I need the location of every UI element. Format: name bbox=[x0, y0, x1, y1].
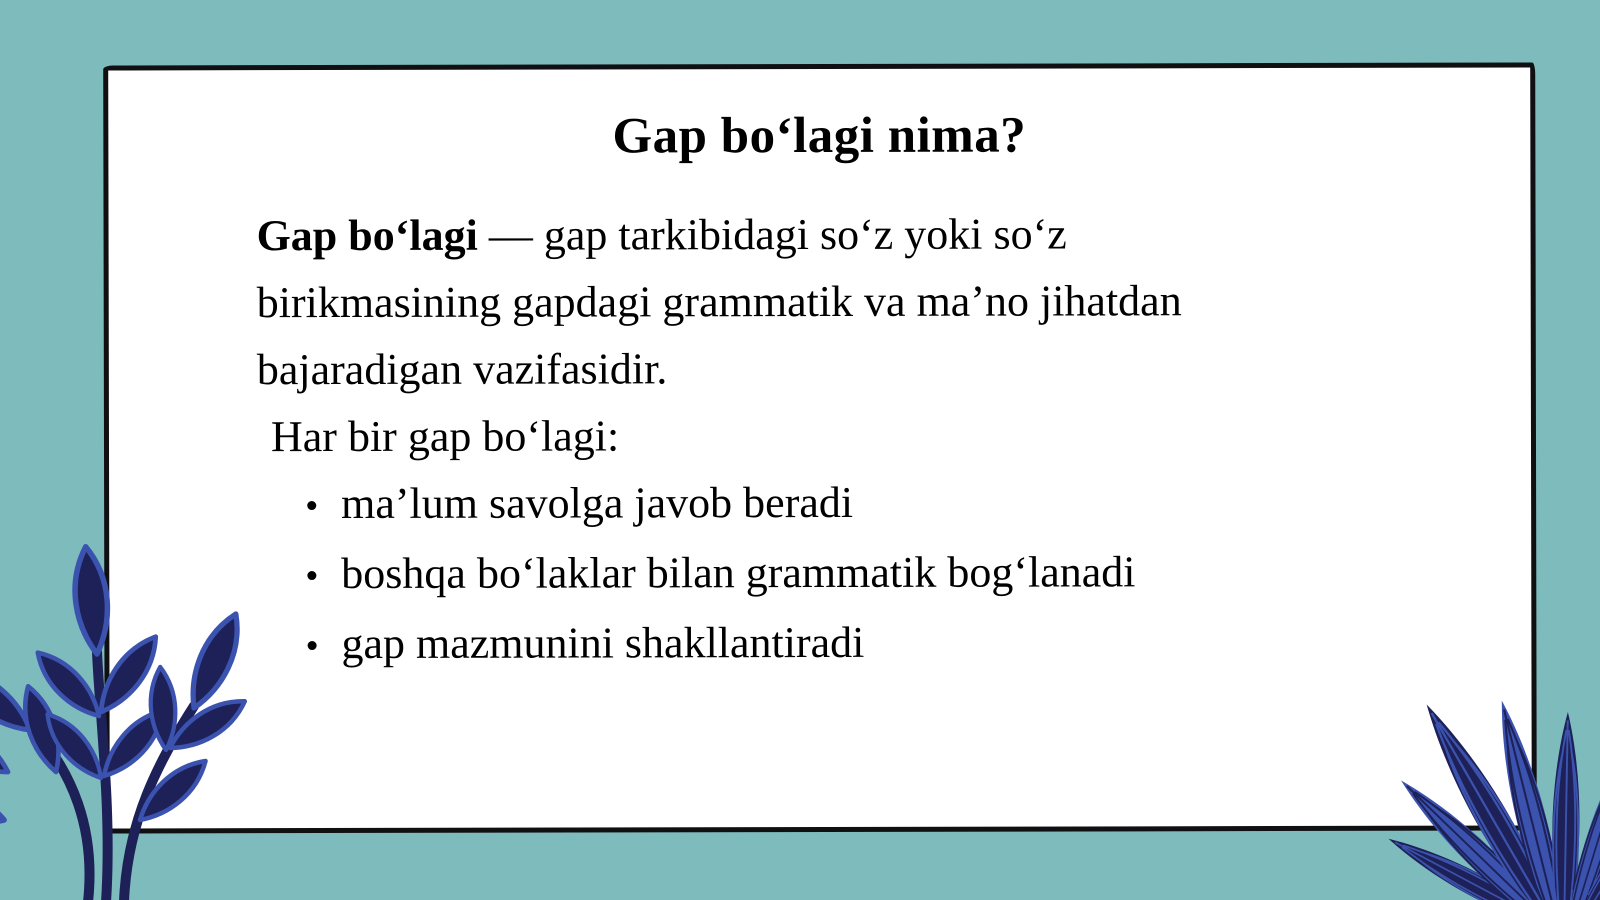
bullet-item bbox=[257, 608, 1481, 681]
right-plant-leaves-icon bbox=[1330, 640, 1600, 900]
definition-line2: birikmasining gapdagi grammatik va ma’no jihatdan bbox=[256, 276, 1182, 328]
bullet-text: gap mazmunini shakllantiradi bbox=[341, 617, 865, 669]
left-plant-leaves-icon bbox=[0, 520, 255, 900]
slide-title: Gap bo‘lagi nima? bbox=[612, 107, 1027, 165]
bullet-icon: • bbox=[305, 555, 319, 598]
bullet-icon: • bbox=[305, 485, 319, 528]
slide-body bbox=[256, 200, 1481, 681]
definition-line1: — gap tarkibidagi so‘z yoki so‘z bbox=[477, 209, 1067, 260]
content-card bbox=[103, 63, 1537, 834]
bullet-item bbox=[257, 538, 1481, 611]
definition-line3: bajaradigan vazifasidir. bbox=[256, 344, 668, 395]
definition-paragraph bbox=[256, 200, 1480, 404]
bullet-icon: • bbox=[305, 625, 319, 668]
bullet-item bbox=[257, 468, 1481, 541]
subheading: Har bir gap bo‘lagi: bbox=[270, 411, 620, 462]
bullet-text: boshqa bo‘laklar bilan grammatik bog‘lanadi bbox=[341, 547, 1136, 599]
definition-term: Gap bo‘lagi bbox=[256, 210, 478, 261]
bullet-list bbox=[257, 468, 1481, 681]
bullet-text: ma’lum savolga javob beradi bbox=[341, 477, 854, 529]
